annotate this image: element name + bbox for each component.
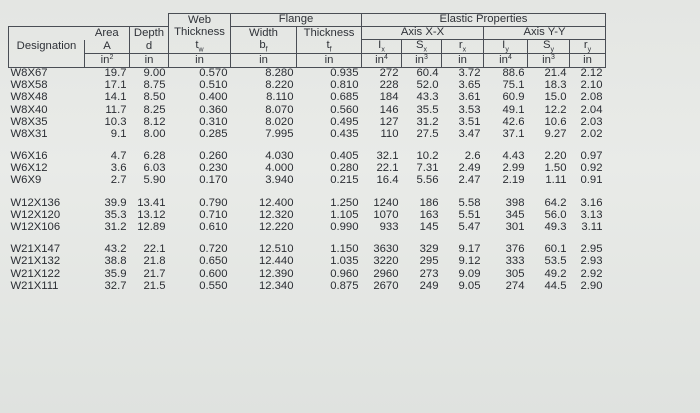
cell-ry: 2.90	[580, 279, 603, 292]
symbol-tf: $t_f$	[297, 40, 362, 54]
cell-flange-width: 7.995	[265, 127, 294, 140]
cell-sy: 49.2	[544, 267, 567, 280]
header-blank	[85, 14, 130, 27]
cell-area: 11.7	[105, 103, 127, 116]
cell-sx: 186	[419, 196, 439, 209]
table-row	[9, 280, 606, 292]
cell-rx: 3.51	[458, 115, 481, 128]
cell-ix: 1070	[373, 208, 399, 221]
table-row	[9, 80, 606, 92]
cell-sx: 249	[419, 279, 439, 292]
cell-ry: 2.12	[580, 66, 603, 79]
cell-sx: 145	[419, 221, 439, 234]
header-flange-thickness: Thickness	[297, 27, 362, 40]
cell-ry: 0.92	[580, 162, 603, 175]
unit-Sx: $in^3$	[402, 54, 442, 67]
spacer-cell	[85, 187, 130, 197]
cell-depth: 6.28	[143, 150, 166, 163]
cell-ry: 2.04	[580, 103, 603, 116]
cell-ix: 2960	[373, 267, 399, 280]
cell-flange-thickness: 0.280	[330, 162, 359, 175]
spacer-cell	[570, 187, 606, 197]
cell-rx: 2.6	[464, 150, 481, 163]
cell-depth: 6.03	[143, 162, 166, 175]
cell-sx: 43.3	[416, 91, 439, 104]
cell-designation: W8X48	[10, 91, 48, 104]
header-flange-width: Width	[231, 27, 297, 40]
cell-flange-thickness: 1.105	[330, 208, 359, 221]
cell-area: 2.7	[110, 174, 127, 187]
cell-sy: 49.3	[544, 221, 567, 234]
cell-rx: 3.65	[458, 79, 481, 92]
cell-flange-thickness: 0.875	[330, 279, 359, 292]
cell-depth: 21.7	[143, 267, 166, 280]
cell-ix: 228	[379, 79, 399, 92]
cell-rx: 9.05	[458, 279, 481, 292]
cell-web-thickness: 0.710	[199, 208, 228, 221]
cell-depth: 8.12	[143, 115, 166, 128]
symbol-Ix: $I_x$	[362, 40, 402, 54]
cell-sy: 21.4	[544, 66, 567, 79]
cell-flange-thickness: 0.405	[330, 150, 359, 163]
cell-ix: 2670	[373, 279, 399, 292]
cell-area: 39.9	[104, 196, 127, 209]
cell-area: 3.6	[110, 162, 127, 175]
cell-ry: 2.08	[580, 91, 603, 104]
cell-rx: 2.49	[458, 162, 481, 175]
cell-iy: 2.19	[502, 174, 525, 187]
header-flange: Flange	[231, 14, 362, 27]
cell-ix: 146	[379, 103, 399, 116]
cell-depth: 8.25	[143, 103, 166, 116]
cell-flange-thickness: 0.435	[330, 127, 359, 140]
cell-depth: 8.00	[143, 127, 166, 140]
symbol-Sx: $S_x$	[402, 40, 442, 54]
header-blank	[9, 27, 85, 40]
cell-depth: 13.12	[137, 208, 166, 221]
cell-web-thickness: 0.285	[199, 127, 228, 140]
cell-web-thickness: 0.170	[199, 174, 228, 187]
unit-Iy: $in^4$	[484, 54, 528, 67]
cell-flange-width: 8.020	[265, 115, 294, 128]
cell-sy: 53.5	[544, 255, 567, 268]
table-row	[9, 163, 606, 175]
cell-ry: 3.11	[581, 221, 603, 234]
cell-iy: 2.99	[502, 162, 525, 175]
symbol-Iy: $I_y$	[484, 40, 528, 54]
cell-ix: 1240	[373, 196, 399, 209]
cell-flange-width: 8.110	[266, 91, 294, 104]
cell-flange-width: 8.220	[265, 79, 294, 92]
cell-web-thickness: 0.230	[199, 162, 228, 175]
cell-sx: 5.56	[416, 174, 439, 187]
header-blank	[9, 54, 85, 67]
cell-sx: 163	[419, 208, 439, 221]
cell-flange-thickness: 0.215	[330, 174, 359, 187]
cell-flange-width: 12.440	[258, 255, 294, 268]
cell-designation: W8X58	[10, 79, 48, 92]
cell-designation: W12X106	[10, 221, 61, 234]
cell-flange-width: 4.000	[265, 162, 294, 175]
cell-web-thickness: 0.360	[199, 103, 228, 116]
cell-web-thickness: 0.600	[199, 267, 228, 280]
header-designation: Designation	[9, 40, 85, 54]
cell-depth: 8.75	[143, 79, 166, 92]
cell-web-thickness: 0.610	[199, 221, 228, 234]
header-web: Web	[169, 14, 231, 27]
cell-iy: 4.43	[502, 150, 525, 163]
header-axis-y: Axis Y-Y	[484, 27, 606, 40]
cell-flange-width: 12.320	[258, 208, 294, 221]
symbol-A: A	[85, 40, 130, 54]
table-row	[9, 175, 606, 187]
cell-rx: 3.47	[458, 127, 481, 140]
cell-web-thickness: 0.570	[199, 66, 228, 79]
unit-tw: in	[169, 54, 231, 67]
steel-section-properties-table	[8, 13, 606, 293]
cell-designation: W21X122	[10, 267, 61, 280]
cell-ix: 110	[380, 127, 399, 140]
header-web-thickness: Thickness	[169, 27, 231, 40]
unit-Ix: $in^4$	[362, 54, 402, 67]
cell-flange-thickness: 1.035	[330, 255, 359, 268]
cell-flange-width: 3.940	[265, 174, 294, 187]
cell-depth: 22.1	[143, 243, 166, 256]
table-row	[9, 128, 606, 140]
cell-rx: 9.09	[458, 267, 481, 280]
cell-depth: 8.50	[143, 91, 166, 104]
cell-flange-thickness: 0.960	[330, 267, 359, 280]
cell-iy: 60.9	[502, 91, 525, 104]
table-header	[9, 14, 606, 68]
cell-sy: 18.3	[544, 79, 567, 92]
cell-sy: 15.0	[544, 91, 567, 104]
table-row	[9, 209, 606, 221]
cell-sy: 2.20	[544, 150, 567, 163]
cell-rx: 5.47	[458, 221, 481, 234]
cell-ry: 3.16	[580, 196, 603, 209]
spacer-cell	[442, 187, 484, 197]
cell-area: 4.7	[110, 150, 127, 163]
header-depth: Depth	[130, 27, 169, 40]
cell-ix: 3220	[373, 255, 399, 268]
header-elastic-properties: Elastic Properties	[362, 14, 606, 27]
cell-sy: 12.2	[544, 103, 567, 116]
cell-ry: 3.13	[580, 208, 603, 221]
cell-iy: 333	[505, 255, 525, 268]
cell-depth: 12.89	[137, 221, 166, 234]
cell-flange-thickness: 0.685	[330, 91, 359, 104]
spacer-cell	[362, 187, 402, 197]
header-area: Area	[85, 27, 130, 40]
cell-iy: 376	[505, 243, 525, 256]
cell-area: 14.1	[104, 91, 127, 104]
cell-sy: 9.27	[544, 127, 567, 140]
cell-area: 31.2	[104, 221, 127, 234]
cell-flange-width: 12.390	[258, 267, 294, 280]
cell-area: 35.3	[104, 208, 127, 221]
table-row	[9, 197, 606, 209]
cell-iy: 37.1	[502, 127, 525, 140]
cell-web-thickness: 0.310	[199, 115, 228, 128]
cell-iy: 49.1	[502, 103, 525, 116]
group-spacer	[9, 187, 606, 197]
spacer-cell	[528, 187, 570, 197]
cell-rx: 3.61	[458, 91, 481, 104]
cell-flange-thickness: 0.935	[330, 66, 359, 79]
cell-sy: 1.50	[544, 162, 567, 175]
cell-sy: 1.11	[545, 174, 567, 187]
cell-rx: 9.17	[458, 243, 481, 256]
cell-flange-thickness: 1.250	[330, 196, 359, 209]
cell-sy: 56.0	[544, 208, 567, 221]
cell-rx: 3.72	[458, 66, 481, 79]
spacer-cell	[484, 187, 528, 197]
cell-ry: 0.91	[580, 174, 603, 187]
cell-web-thickness: 0.790	[199, 196, 228, 209]
cell-designation: W8X35	[10, 115, 48, 128]
cell-ix: 272	[379, 66, 399, 79]
symbol-Sy: $S_y$	[528, 40, 570, 54]
spacer-cell	[231, 187, 297, 197]
cell-web-thickness: 0.650	[199, 255, 228, 268]
cell-depth: 21.8	[143, 255, 166, 268]
table-row	[9, 92, 606, 104]
cell-sy: 44.5	[544, 279, 567, 292]
cell-iy: 305	[505, 267, 525, 280]
header-blank	[130, 14, 169, 27]
cell-iy: 301	[505, 221, 525, 234]
table-row	[9, 268, 606, 280]
spacer-cell	[297, 187, 362, 197]
cell-iy: 398	[505, 196, 525, 209]
cell-flange-thickness: 0.810	[330, 79, 359, 92]
cell-area: 17.1	[104, 79, 127, 92]
cell-sx: 273	[419, 267, 439, 280]
spacer-cell	[169, 187, 231, 197]
cell-rx: 3.53	[458, 103, 481, 116]
cell-sy: 64.2	[544, 196, 567, 209]
cell-flange-width: 8.070	[265, 103, 294, 116]
cell-web-thickness: 0.550	[199, 279, 228, 292]
cell-designation: W12X120	[10, 208, 61, 221]
unit-area: $in^2$	[85, 54, 130, 67]
cell-web-thickness: 0.720	[199, 243, 228, 256]
cell-iy: 345	[505, 208, 525, 221]
cell-area: 9.1	[110, 127, 127, 140]
cell-sx: 60.4	[416, 66, 439, 79]
unit-bf: in	[231, 54, 297, 67]
cell-designation: W8X67	[10, 66, 48, 79]
cell-flange-thickness: 0.560	[330, 103, 359, 116]
cell-ry: 2.10	[580, 79, 603, 92]
table-row	[9, 104, 606, 116]
table-row	[9, 256, 606, 268]
cell-depth: 13.41	[137, 196, 166, 209]
cell-sx: 35.5	[416, 103, 439, 116]
cell-sx: 10.2	[416, 150, 439, 163]
cell-sy: 60.1	[544, 243, 567, 256]
table-row	[9, 151, 606, 163]
cell-designation: W21X132	[10, 255, 61, 268]
cell-area: 32.7	[104, 279, 127, 292]
cell-iy: 75.1	[502, 79, 525, 92]
cell-sx: 27.5	[416, 127, 439, 140]
unit-rx: in	[442, 54, 484, 67]
cell-web-thickness: 0.400	[199, 91, 228, 104]
symbol-bf: $b_f$	[231, 40, 297, 54]
table-row	[9, 67, 606, 80]
cell-rx: 5.58	[458, 196, 481, 209]
spacer-cell	[9, 187, 85, 197]
cell-iy: 42.6	[502, 115, 525, 128]
symbol-tw: $t_w$	[169, 40, 231, 54]
cell-designation: W21X111	[10, 279, 59, 292]
cell-depth: 21.5	[143, 279, 166, 292]
cell-area: 10.3	[104, 115, 127, 128]
symbol-d: d	[130, 40, 169, 54]
cell-rx: 9.12	[458, 255, 481, 268]
cell-sx: 52.0	[416, 79, 439, 92]
cell-ry: 2.03	[580, 115, 603, 128]
cell-iy: 88.6	[502, 66, 525, 79]
table-row	[9, 222, 606, 234]
cell-designation: W6X16	[10, 150, 48, 163]
cell-area: 43.2	[104, 243, 127, 256]
cell-web-thickness: 0.260	[199, 150, 228, 163]
cell-ry: 2.93	[580, 255, 603, 268]
cell-depth: 9.00	[143, 66, 166, 79]
unit-Sy: $in^3$	[528, 54, 570, 67]
cell-ix: 933	[379, 221, 399, 234]
spacer-cell	[402, 187, 442, 197]
cell-area: 38.8	[104, 255, 127, 268]
cell-designation: W8X40	[10, 103, 48, 116]
table-row	[9, 116, 606, 128]
cell-sx: 7.31	[416, 162, 439, 175]
cell-designation: W8X31	[10, 127, 48, 140]
cell-iy: 274	[505, 279, 525, 292]
cell-flange-thickness: 1.150	[330, 243, 359, 256]
cell-flange-width: 8.280	[265, 66, 294, 79]
cell-depth: 5.90	[143, 174, 166, 187]
cell-area: 19.7	[104, 66, 127, 79]
unit-depth: in	[130, 54, 169, 67]
cell-ix: 127	[379, 115, 399, 128]
cell-ix: 3630	[373, 243, 399, 256]
cell-ix: 16.4	[376, 174, 399, 187]
cell-web-thickness: 0.510	[199, 79, 228, 92]
header-axis-x: Axis X-X	[362, 27, 484, 40]
unit-ry: in	[570, 54, 606, 67]
symbol-rx: $r_x$	[442, 40, 484, 54]
cell-sx: 295	[419, 255, 439, 268]
cell-sx: 329	[419, 243, 439, 256]
cell-sy: 10.6	[544, 115, 567, 128]
cell-ry: 2.92	[580, 267, 603, 280]
cell-flange-thickness: 0.495	[330, 115, 359, 128]
cell-rx: 2.47	[458, 174, 481, 187]
cell-sx: 31.2	[416, 115, 439, 128]
spacer-cell	[130, 187, 169, 197]
symbol-ry: $r_y$	[570, 40, 606, 54]
cell-flange-width: 12.340	[258, 279, 294, 292]
cell-flange-width: 12.220	[258, 221, 294, 234]
cell-designation: W12X136	[10, 196, 61, 209]
cell-flange-width: 12.510	[258, 243, 294, 256]
table-body	[9, 67, 606, 293]
unit-tf: in	[297, 54, 362, 67]
table-row	[9, 244, 606, 256]
cell-designation: W6X9	[10, 174, 42, 187]
cell-area: 35.9	[104, 267, 127, 280]
cell-ix: 184	[379, 91, 399, 104]
cell-designation: W6X12	[10, 162, 48, 175]
cell-ix: 32.1	[376, 150, 399, 163]
cell-flange-width: 4.030	[265, 150, 294, 163]
cell-designation: W21X147	[10, 243, 61, 256]
cell-ry: 2.02	[580, 127, 603, 140]
cell-ix: 22.1	[376, 162, 399, 175]
header-blank	[9, 14, 85, 27]
cell-flange-width: 12.400	[258, 196, 294, 209]
cell-ry: 2.95	[580, 243, 603, 256]
cell-rx: 5.51	[458, 208, 481, 221]
cell-ry: 0.97	[580, 150, 603, 163]
cell-flange-thickness: 0.990	[330, 221, 359, 234]
